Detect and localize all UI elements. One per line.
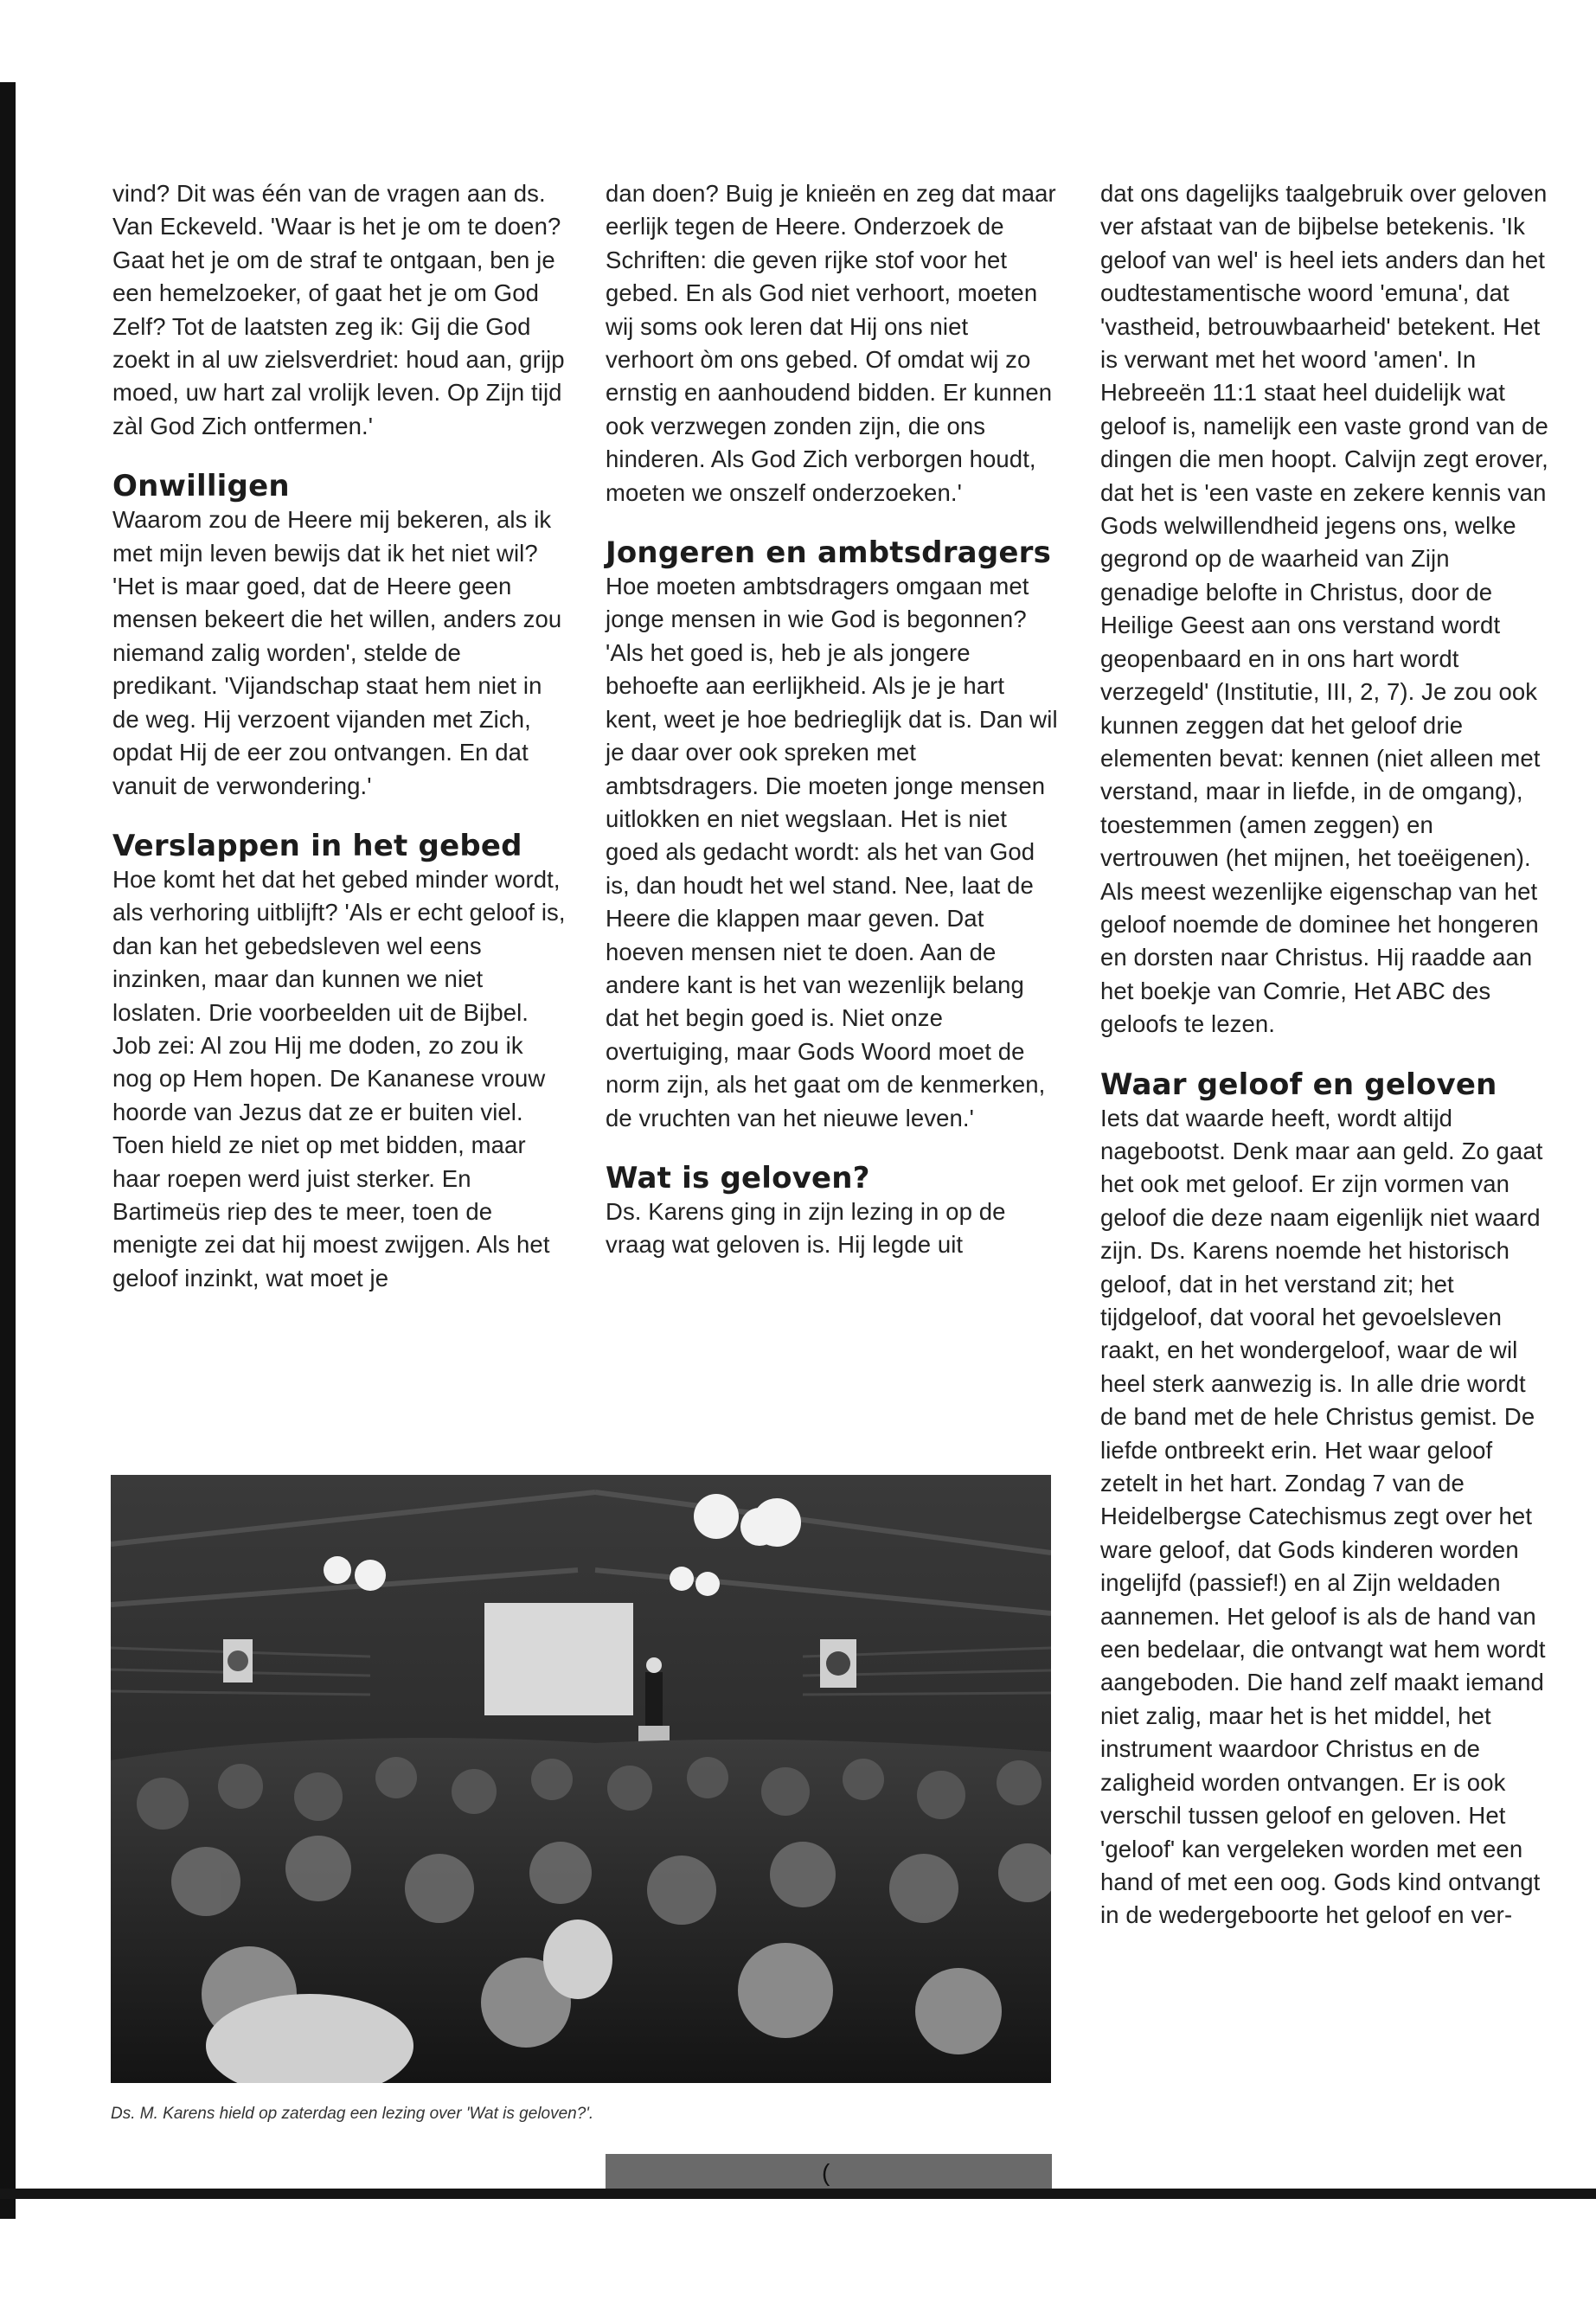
section-heading: Verslappen in het gebed <box>112 828 522 863</box>
body-paragraph: dan doen? Buig je knieën en zeg dat maar eerlijk tegen de Heere. Onderzoek de Schriften: die geven rijke stof voor het gebed. En als God niet verhoort, moeten wij soms ook leren dat Hij ons niet verhoort òm ons gebed. Of omdat wij zo ernstig en aanhoudend bidden. Er kunnen ook verzwegen zonden zijn, die ons hinderen. Als God Zich verborgen houdt, moeten we onszelf onderzoeken.' <box>606 180 1056 506</box>
section-gap <box>112 443 567 469</box>
section-gap <box>606 510 1060 535</box>
section-heading: Jongeren en ambtsdragers <box>606 535 1052 571</box>
scan-edge-left <box>0 82 16 2219</box>
body-paragraph: Ds. Karens ging in zijn lezing in op de vraag wat geloven is. Hij legde uit <box>606 1197 1006 1259</box>
text-column-right <box>1100 177 1550 1932</box>
body-paragraph: Waarom zou de Heere mij bekeren, als ik met mijn leven bewijs dat ik het niet wil? 'Het is maar goed, dat de Heere geen mensen bekeert die het willen, anders zou niemand zalig worden', stelde de predikant. 'Vijandschap staat hem niet in de weg. Hij verzoent vijanden met Zich, opdat Hij de eer zou ontvangen. En dat vanuit de verwondering.' <box>112 506 562 799</box>
photo-caption: Ds. M. Karens hield op zaterdag een lezing over 'Wat is geloven?'. <box>111 2105 594 2123</box>
section-gap <box>1100 1042 1550 1067</box>
body-paragraph: Hoe moeten ambtsdragers omgaan met jonge mensen in wie God is begonnen? 'Als het goed is, heb je als jongere behoefte aan eerlijkheid. Als je je hart kent, weet je hoe bedrieglijk dat is. Dan wil je daar over ook spreken met ambtsdragers. Die moeten jonge mensen uitlokken en niet wegslaan. Het is niet goed als gedacht wordt: als het van God is, dan houdt het wel stand. Nee, laat de Heere die klappen maar geven. Dat hoeven mensen niet te doen. Aan de andere kant is het van wezenlijk belang dat het begin goed is. Niet onze overtuiging, maar Gods Woord moet de norm zijn, als het gaat om de kenmerken, de vruchten van het nieuwe leven.' <box>606 573 1058 1131</box>
section-heading: Onwilligen <box>112 469 290 504</box>
lecture-photo <box>111 1475 1051 2083</box>
body-paragraph: Iets dat waarde heeft, wordt altijd nagebootst. Denk maar aan geld. Zo gaat het ook met geloof. Er zijn vormen van geloof die deze naam eigenlijk niet waard zijn. Ds. Karens noemde het historisch geloof, dat in het verstand zit; het tijdgeloof, dat vooral het gevoelsleven raakt, en het wondergeloof, waar de wil heel sterk aanwezig is. In alle drie wordt de band met de hele Christus gemist. De liefde ontbreekt erin. Het waar geloof zetelt in het hart. Zondag 7 van de Heidelbergse Catechismus zegt over het ware geloof, dat Gods kinderen worden ingelijfd (passief!) en al Zijn weldaden aannemen. Het geloof is als de hand van een bedelaar, die ontvangt wat hem wordt aangeboden. Die hand zelf maakt iemand niet zalig, maar het is het middel, het instrument waardoor Christus en de zaligheid worden ontvangen. Er is ook verschil tussen geloof en geloven. Het 'geloof' kan vergeleken worden met een hand of met een oog. Gods kind ontvangt in de wedergeboorte het geloof en ver- <box>1100 1104 1546 1929</box>
body-paragraph: Hoe komt het dat het gebed minder wordt, als verhoring uitblijft? 'Als er echt geloof is, dan kan het gebedsleven wel eens inzinken, maar dan kunnen we niet loslaten. Drie voorbeelden uit de Bijbel. Job zei: Al zou Hij me doden, zo zou ik nog op Hem hopen. De Kananese vrouw hoorde van Jezus dat ze er buiten viel. Toen hield ze niet op met bidden, maar haar roepen werd juist sterker. En Bartimeüs riep des te meer, toen de menigte zei dat hij moest zwijgen. Als het geloof inzinkt, wat moet je <box>112 865 566 1292</box>
text-column-left <box>112 177 567 1295</box>
projection-screen <box>484 1603 633 1715</box>
section-gap <box>606 1135 1060 1161</box>
text-column-middle <box>606 177 1060 1262</box>
body-paragraph: dat ons dagelijks taalgebruik over geloven ver afstaat van de bijbelse betekenis. 'Ik geloof van wel' is heel iets anders dan het oudtestamentische woord 'emuna', dat 'vastheid, betrouwbaarheid' betekent. Het is verwant met het woord 'amen'. In Hebreeën 11:1 staat heel duidelijk wat geloof is, namelijk een vaste grond van de dingen die men hoopt. Calvijn zegt erover, dat het is 'een vaste en zekere kennis van Gods welwillendheid jegens ons, welke gegrond op de waarheid van Zijn genadige belofte in Christus, door de Heilige Geest aan ons verstand wordt geopenbaard en in ons hart wordt verzegeld' (Institutie, III, 2, 7). Je zou ook kunnen zeggen dat het geloof drie elementen bevat: kennen (niet alleen met verstand, maar in liefde, in de omgang), toestemmen (amen zeggen) en vertrouwen (het mijnen, het toeëigenen). Als meest wezenlijke eigenschap van het geloof noemde de dominee het hongeren en dorsten naar Christus. Hij raadde aan het boekje van Comrie, Het ABC des geloofs te lezen. <box>1100 180 1548 1038</box>
body-paragraph: vind? Dit was één van de vragen aan ds. Van Eckeveld. 'Waar is het je om te doen? Gaat het je om de straf te ontgaan, ben je een hemelzoeker, of gaat het je om God Zelf? Tot de laatsten zeg ik: Gij die God zoekt in al uw zielsverdriet: houd aan, grijp moed, uw hart zal vrolijk leven. Op Zijn tijd zàl God Zich ontfermen.' <box>112 180 565 439</box>
section-heading: Waar geloof en geloven <box>1100 1067 1497 1102</box>
page-mark: ( <box>822 2159 830 2186</box>
section-gap <box>112 803 567 829</box>
lecture-hall-illustration <box>111 1475 1051 2083</box>
scan-edge-bottom <box>0 2189 1596 2199</box>
page-footer-box <box>606 2154 1052 2189</box>
section-heading: Wat is geloven? <box>606 1160 870 1195</box>
